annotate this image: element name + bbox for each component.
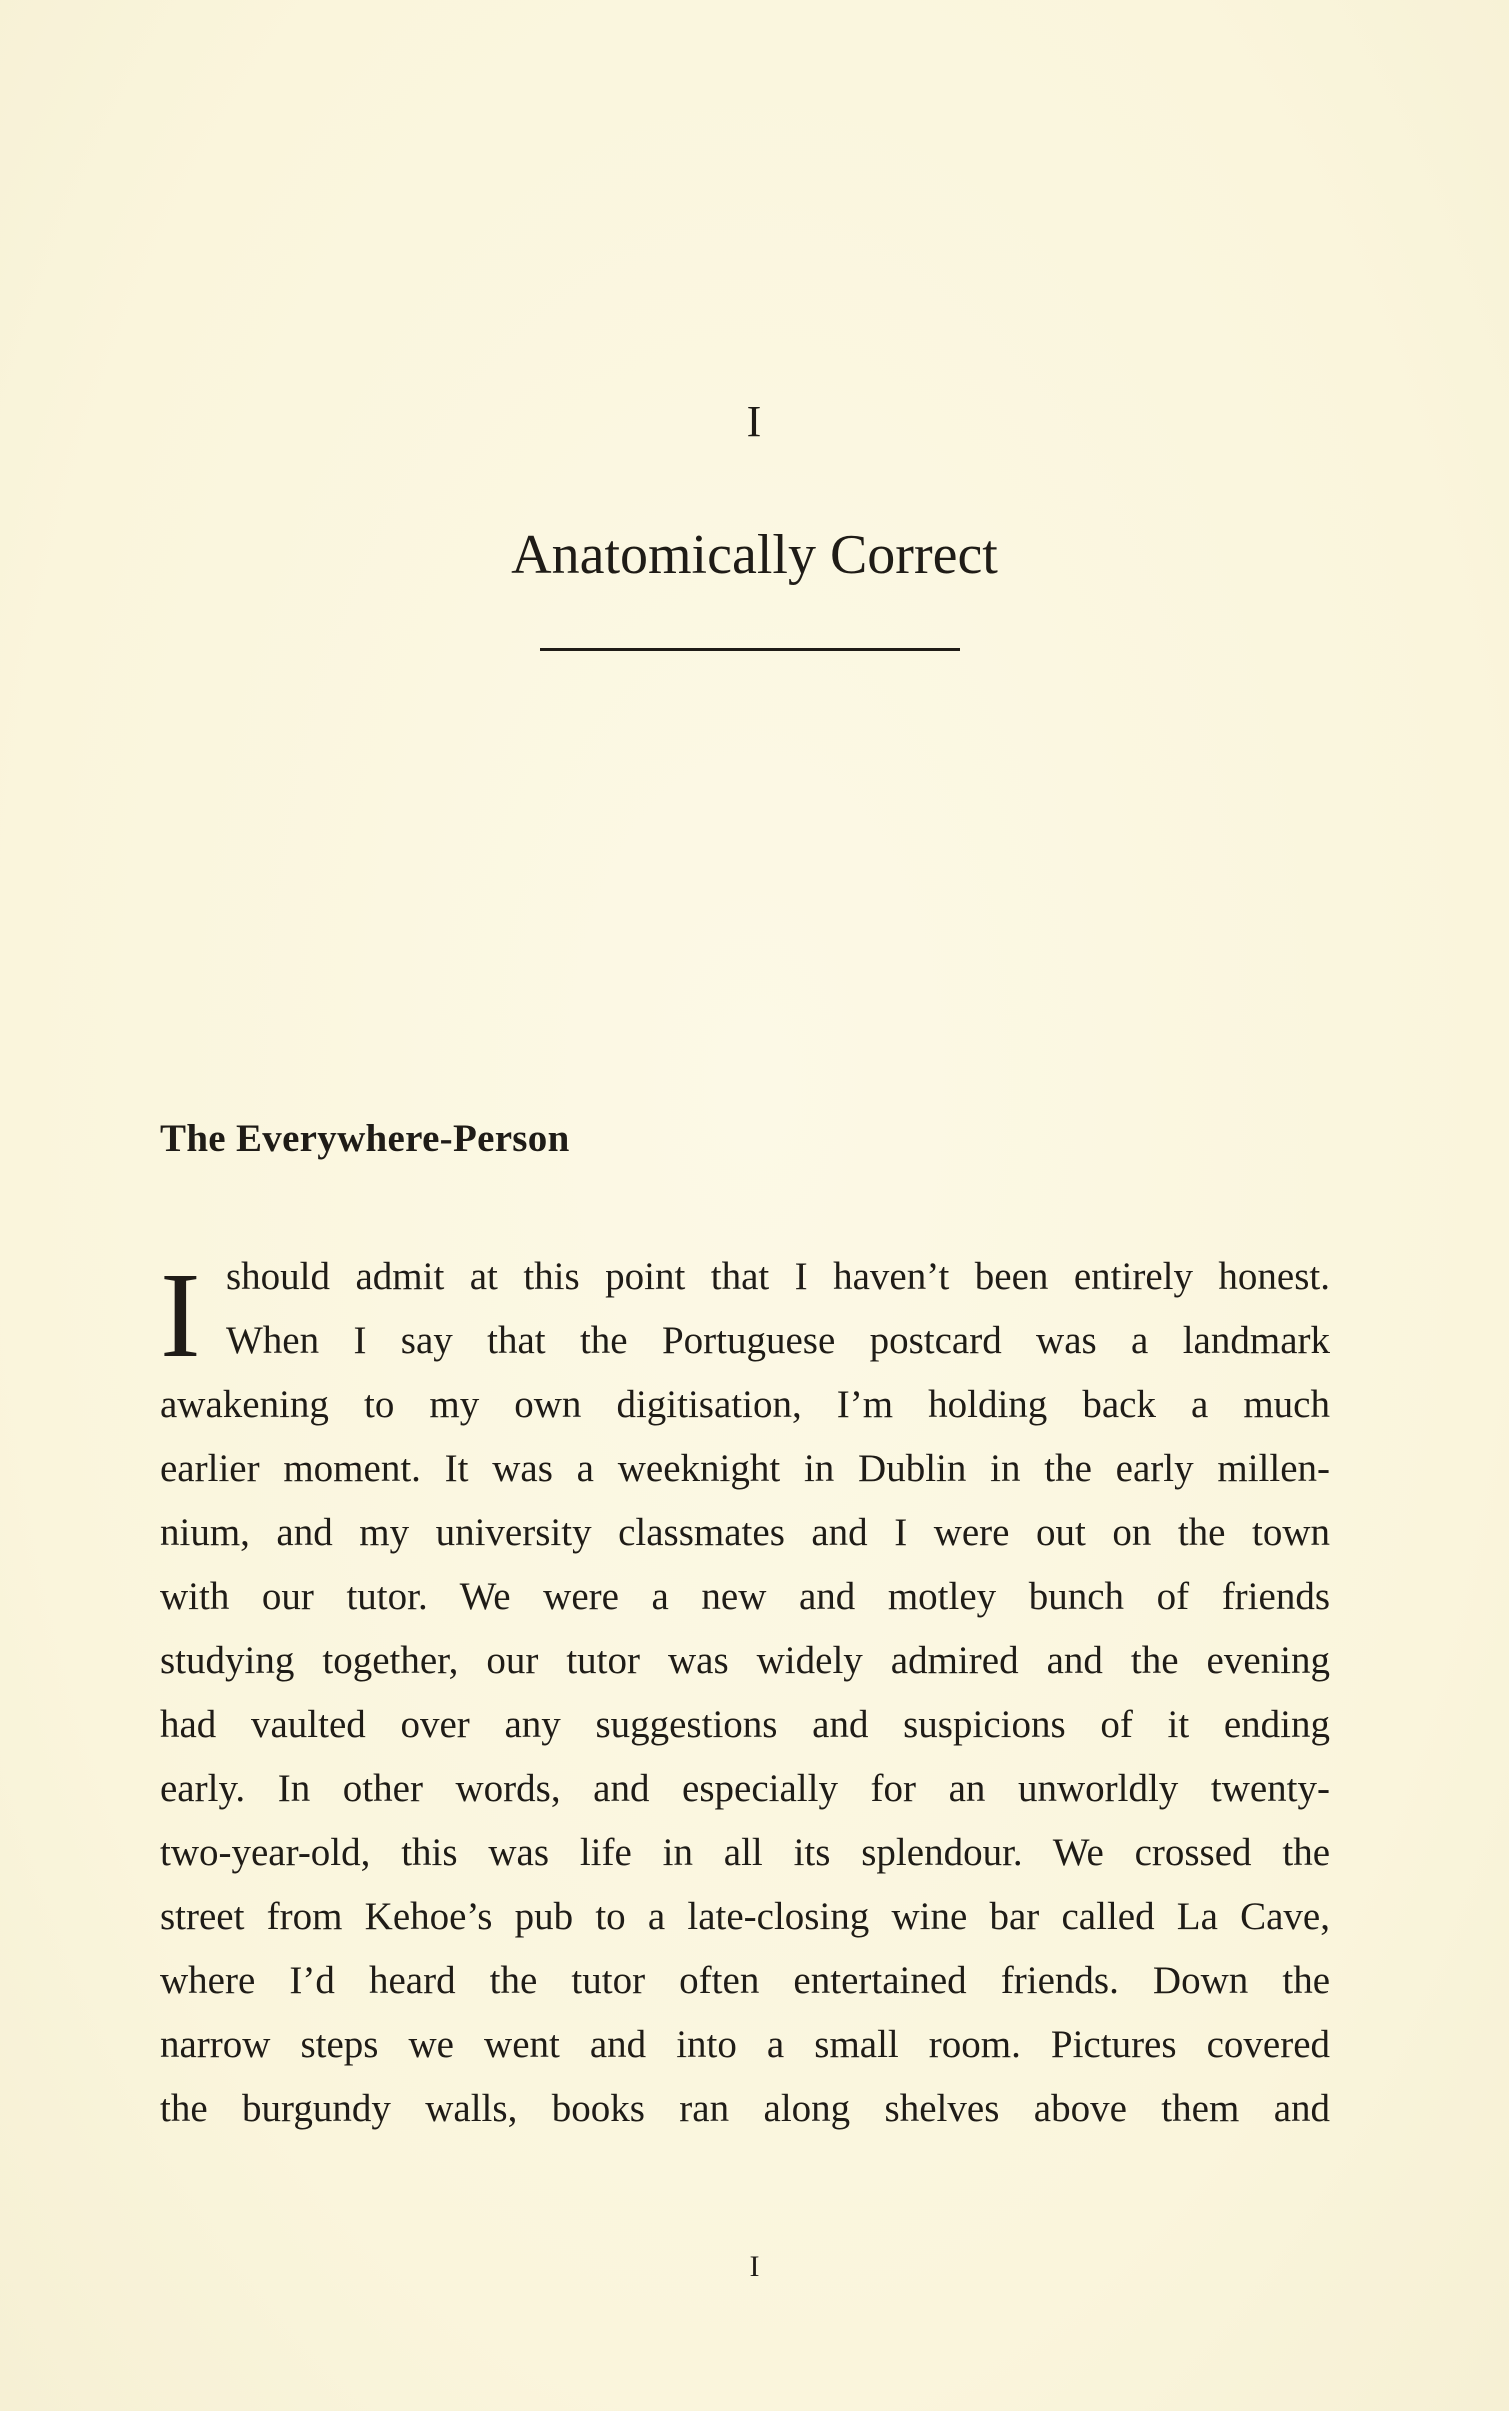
body-line: two-year-old, this was life in all its splendour. We crossed the — [160, 1831, 1330, 1874]
body-line: with our tutor. We were a new and motley bunch of friends — [160, 1575, 1330, 1618]
title-rule — [540, 648, 960, 651]
body-paragraph — [160, 1245, 1330, 2141]
body-line: awakening to my own digitisation, I’m holding back a much — [160, 1383, 1330, 1426]
body-line: earlier moment. It was a weeknight in Dublin in the early millen- — [160, 1447, 1330, 1490]
body-line: the burgundy walls, books ran along shelves above them and — [160, 2087, 1330, 2130]
body-line: early. In other words, and especially for an unworldly twenty- — [160, 1767, 1330, 1810]
body-line: had vaulted over any suggestions and suspicions of it ending — [160, 1703, 1330, 1746]
body-line: where I’d heard the tutor often entertained friends. Down the — [160, 1959, 1330, 2002]
body-line: studying together, our tutor was widely admired and the evening — [160, 1639, 1330, 1682]
body-line: When I say that the Portuguese postcard was a landmark — [226, 1319, 1330, 1362]
body-line: nium, and my university classmates and I were out on the town — [160, 1511, 1330, 1554]
section-heading: The Everywhere-Person — [160, 1117, 570, 1160]
chapter-number: I — [746, 397, 763, 446]
body-line: narrow steps we went and into a small room. Pictures covered — [160, 2023, 1330, 2066]
drop-cap: I — [160, 1248, 201, 1383]
chapter-title: Anatomically Correct — [511, 524, 998, 586]
body-line: street from Kehoe’s pub to a late-closing wine bar called La Cave, — [160, 1895, 1330, 1938]
page-number: I — [749, 2250, 760, 2283]
body-line-text: should admit at this point that I haven’t been entirely honest. — [226, 1255, 1330, 1298]
